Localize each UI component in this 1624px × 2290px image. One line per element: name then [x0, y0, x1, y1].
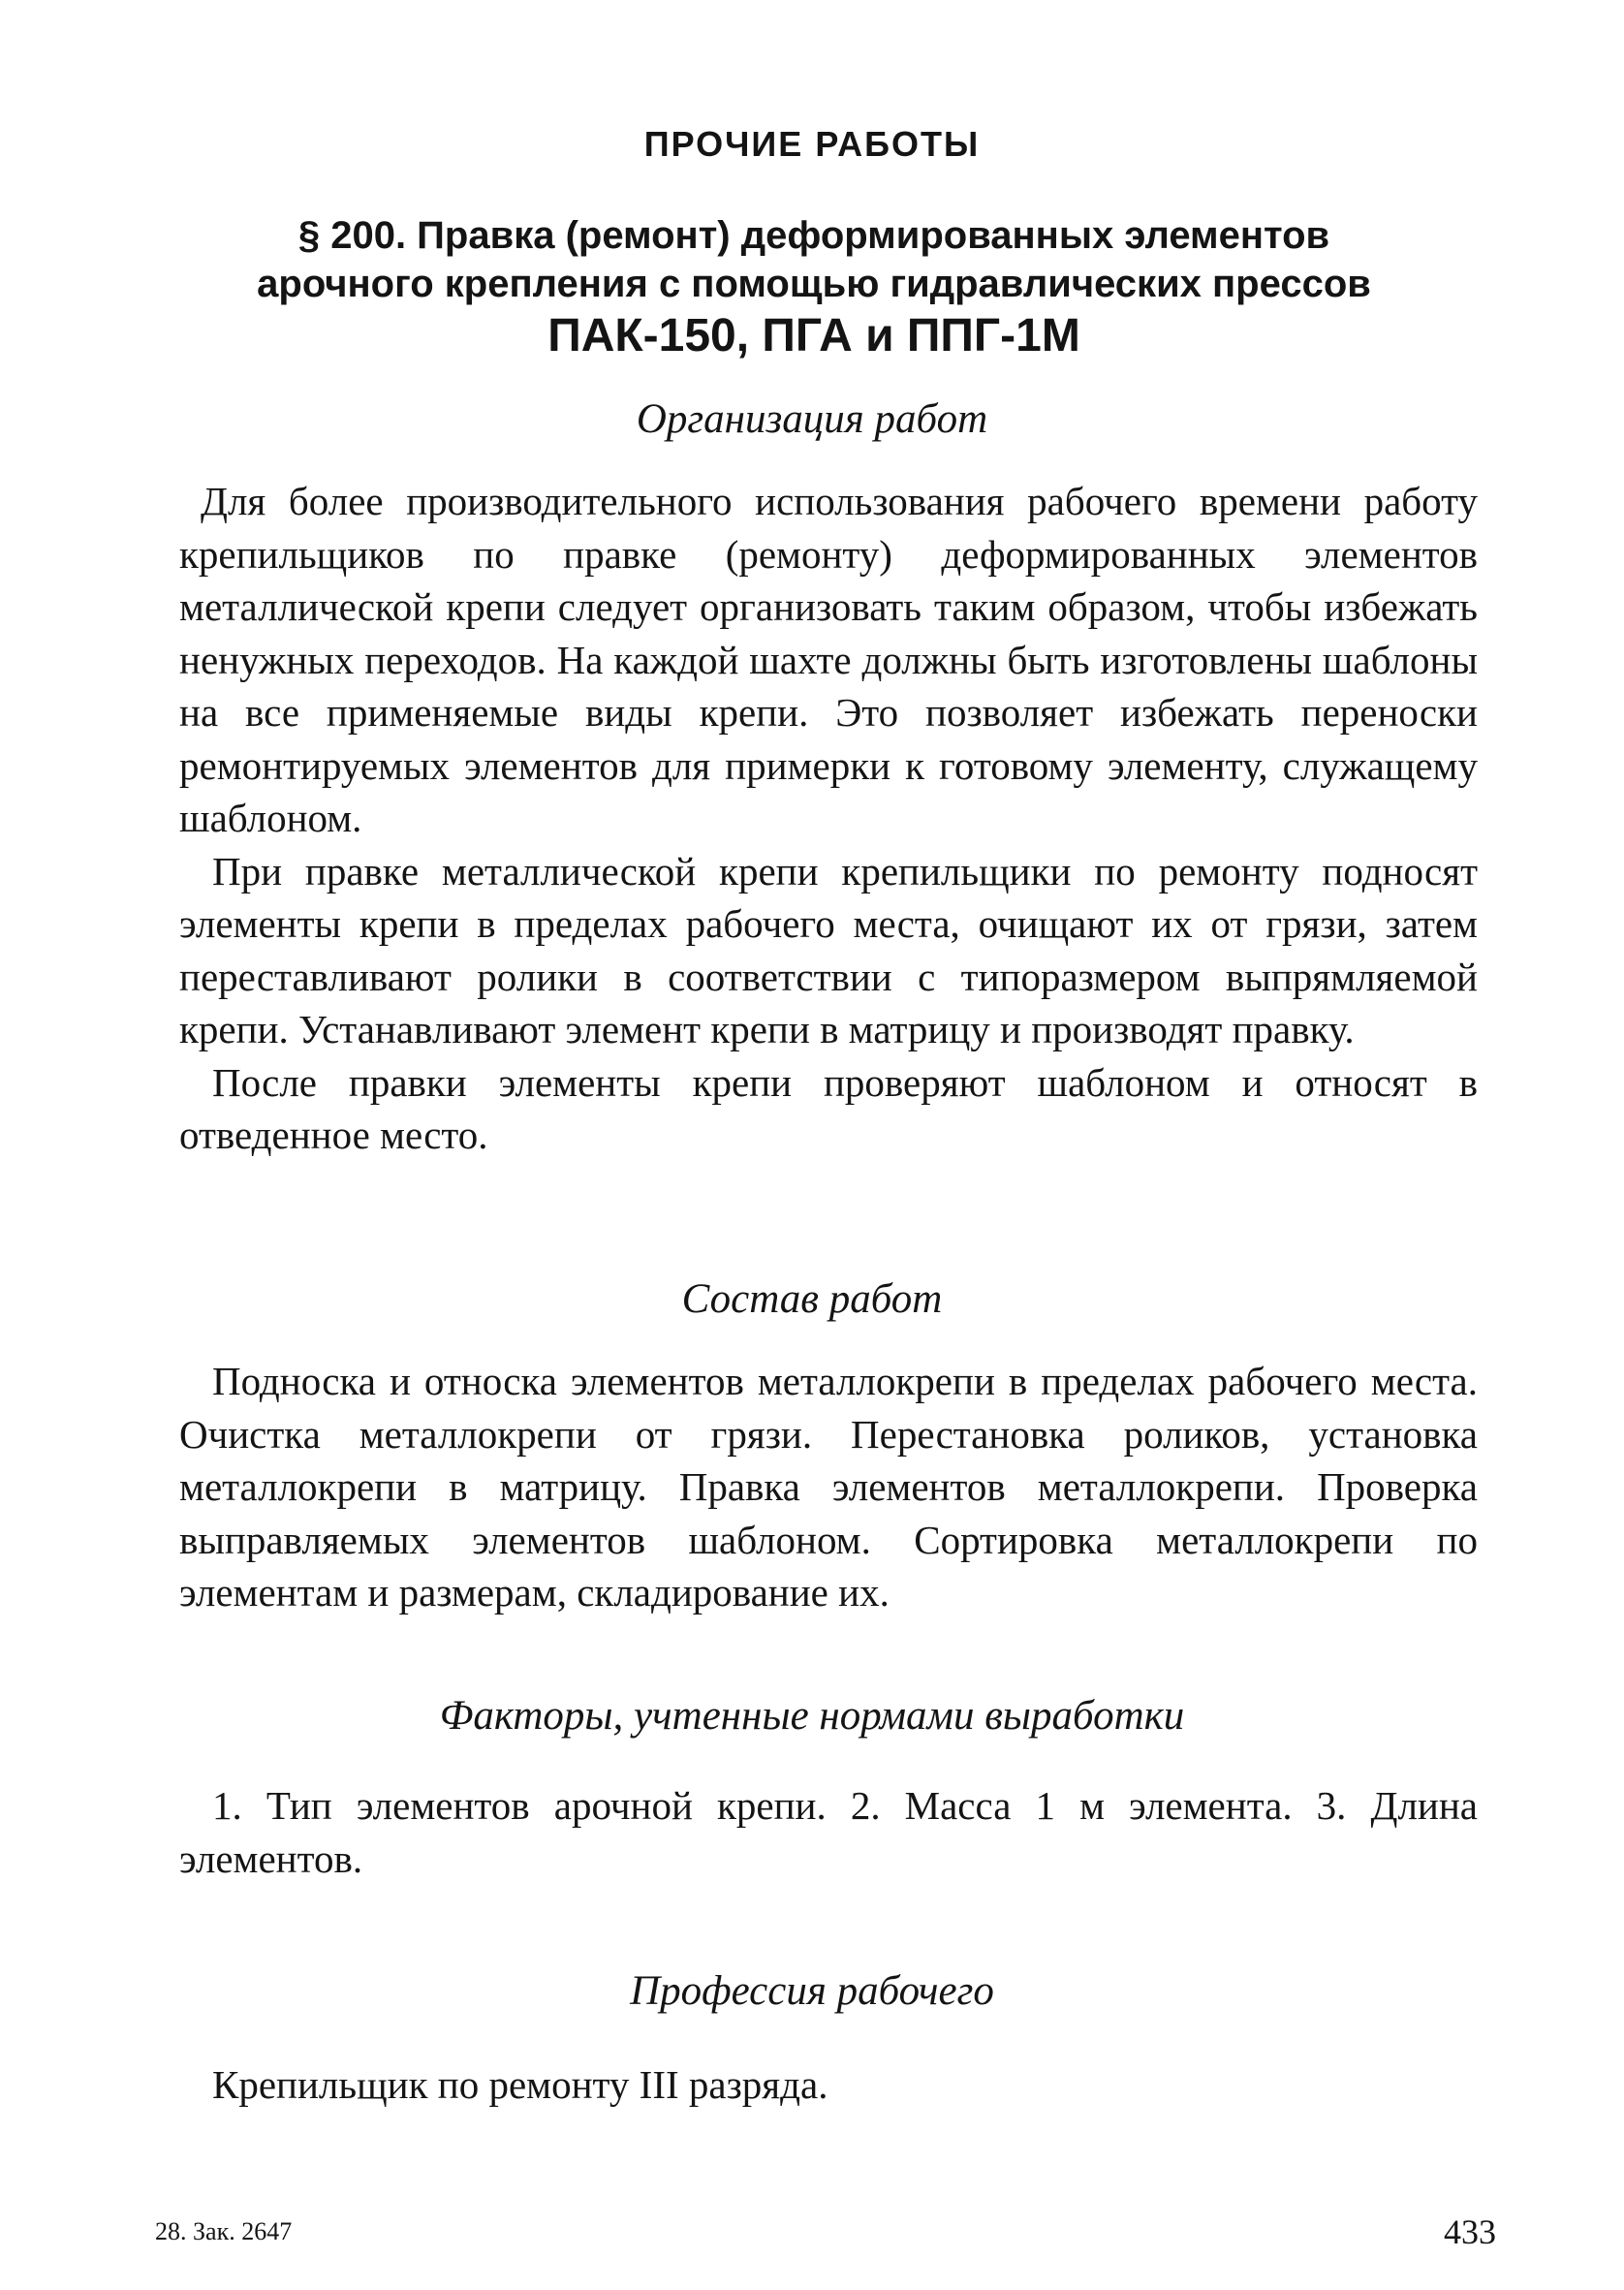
composition-paragraph: Подноска и относка элементов металлокрепи в пределах рабочего места. Очистка металлокрепи от грязи. Перестановка роликов, установка металлокрепи в матрицу. Правка элементов металлокрепи. Проверка выправляемых элементов шаблоном. Сортировка металлокрепи по элементам и размерам, складирование их. [179, 1359, 1478, 1615]
part-title: ПРОЧИЕ РАБОТЫ [643, 124, 981, 164]
profession-text [179, 2058, 1478, 2112]
factors-text [179, 1779, 1478, 1885]
organization-paragraph-1: Для более производительного использования рабочего времени работу крепильщиков по правке (ремонту) деформированных элементов металлической крепи следует организовать таким образом, чтобы избежать ненужных переходов. На каждой шахте должны быть изготовлены шаблоны на все применяемые виды крепи. Это позволяет избежать переноски ремонтируемых элементов для примерки к готовому элементу, служащему шаблоном. [179, 479, 1478, 840]
section-title-line-3: ПАК-150, ПГА и ППГ-1М [547, 310, 1080, 361]
organization-paragraph-2: При правке металлической крепи крепильщики по ремонту подносят элементы крепи в пределах рабочего места, очищают их от грязи, затем переставливают ролики в соответствии с типоразмером выпрямляемой крепи. Устанавливают элемент крепи в матрицу и производят правку. [179, 848, 1478, 1051]
profession-paragraph: Крепильщик по ремонту III разряда. [212, 2062, 828, 2107]
organization-paragraph-3: После правки элементы крепи проверяют шаблоном и относят в отведенное место. [179, 1059, 1478, 1157]
organization-text [179, 475, 1478, 1162]
profession-heading: Профессия рабочего [630, 1968, 994, 2014]
section-title-line-2: арочного крепления с помощью гидравлических прессов [257, 263, 1371, 305]
section-title [194, 211, 1434, 364]
factors-paragraph: 1. Тип элементов арочной крепи. 2. Масса 1 м элемента. 3. Длина элементов. [179, 1783, 1478, 1881]
page-number: 433 [1444, 2212, 1496, 2251]
factors-heading: Факторы, учтенные нормами выработки [439, 1693, 1185, 1739]
footer-print-order: 28. Зак. 2647 [155, 2217, 293, 2245]
organization-heading: Организация работ [636, 396, 988, 442]
composition-heading: Состав работ [681, 1276, 943, 1322]
section-title-line-1: § 200. Правка (ремонт) деформированных элементов [297, 214, 1330, 257]
composition-text [179, 1355, 1478, 1619]
